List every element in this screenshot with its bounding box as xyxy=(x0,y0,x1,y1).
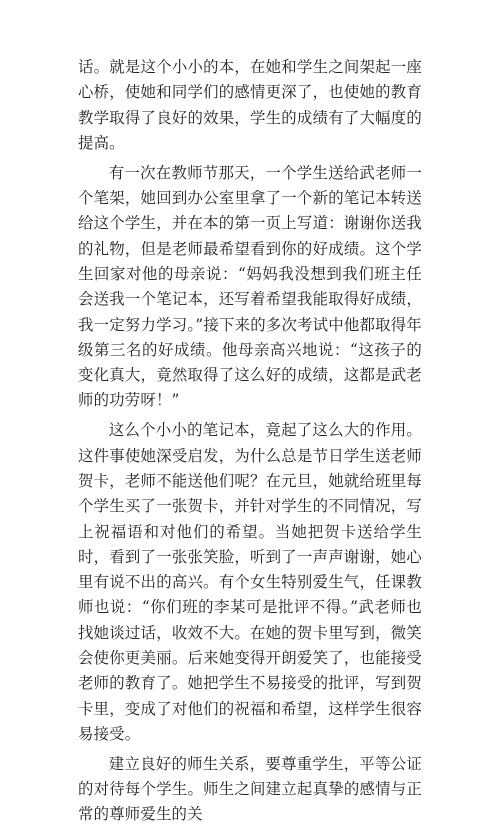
paragraph-1: 话。就是这个小小的本，在她和学生之间架起一座心桥，使她和同学们的感情更深了，也使她的教育教学取得了良好的效果，学生的成绩有了大幅度的提高。 xyxy=(78,58,422,152)
paragraph-2: 有一次在教师节那天，一个学生送给武老师一个笔架，她回到办公室里拿了一个新的笔记本转送给这个学生，并在本的第一页上写道：谢谢你送我的礼物，但是老师最希望看到你的好成绩。这个学生回家对他的母亲说：“妈妈我没想到我们班主任会送我一个笔记本，还写着希望我能取得好成绩，我一定努力学习。”接下来的多次考试中他都取得年级第三名的好成绩。他母亲高兴地说：“这孩子的变化真大，竟然取得了这么好的成绩，这都是武老师的功劳呀！” xyxy=(78,163,422,410)
paragraph-3: 这么个小小的笔记本，竟起了这么大的作用。这件事使她深受启发，为什么总是节日学生送老师贺卡，老师不能送他们呢？在元旦，她就给班里每个学生买了一张贺卡，并针对学生的不同情况，写上祝福语和对他们的希望。当她把贺卡送给学生时，看到了一张张笑脸，听到了一声声谢谢，她心里有说不出的高兴。有个女生特别爱生气，任课教师也说：“你们班的李某可是批评不得。”武老师也找她谈过话，收效不大。在她的贺卡里写到，微笑会使你更美丽。后来她变得开朗爱笑了，也能接受老师的教育了。她把学生不易接受的批评，写到贺卡里，变成了对他们的祝福和希望，这样学生很容易接受。 xyxy=(78,421,422,743)
paragraph-4: 建立良好的师生关系，要尊重学生，平等公证的对待每个学生。师生之间建立起真挚的感情与正常的尊师爱生的关 xyxy=(78,754,422,824)
document-body xyxy=(78,55,422,832)
